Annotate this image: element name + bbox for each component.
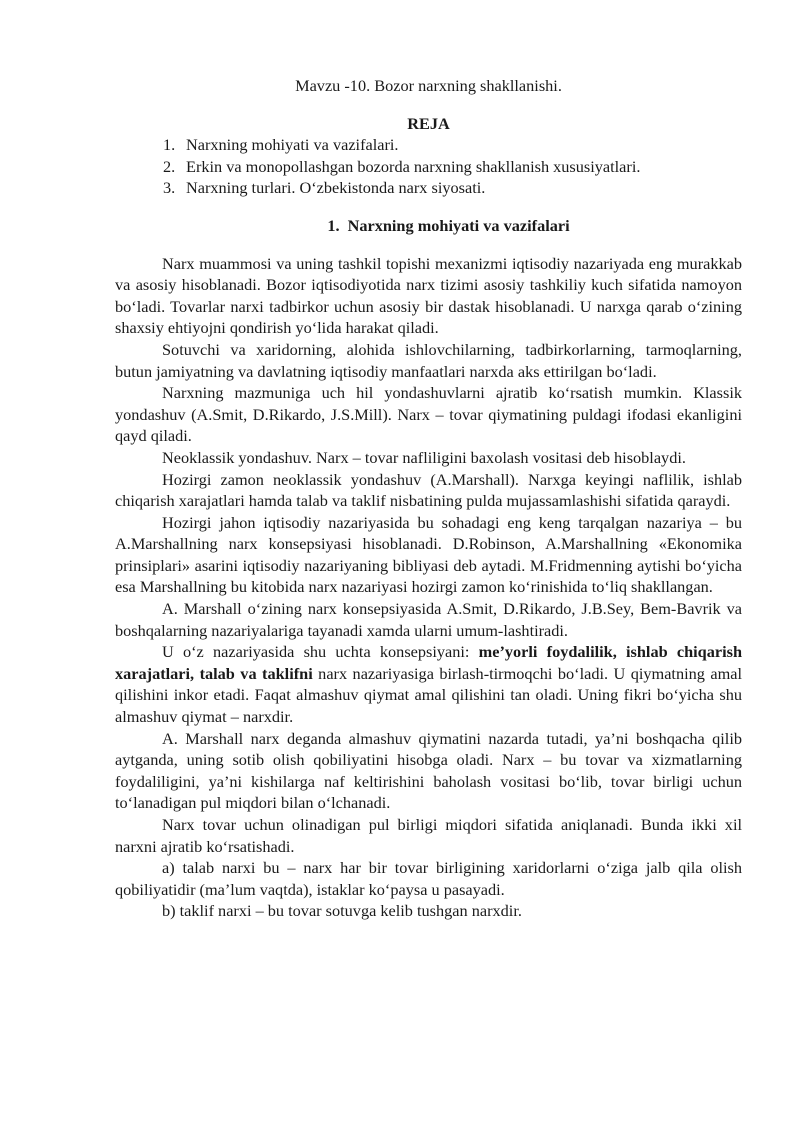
section-title: Narxning mohiyati va vazifalari	[347, 215, 570, 235]
plan-item	[163, 156, 742, 178]
paragraph: Hozirgi jahon iqtisodiy nazariyasida bu sohadagi eng keng tarqalgan nazariya – bu A.Marshallning narx konsepsiyasi hisoblanadi. D.Robinson, A.Marshallning «Ekonomika prinsiplari» asarini iqtisodiy nazariyaning bibliyasi deb aytadi. M.Fridmenning aytishi bo‘yicha esa Marshallning bu kitobida narx nazariyasi hozirgi zamon ko‘rinishida to‘liq shakllangan.	[115, 512, 742, 597]
paragraph: a) talab narxi bu – narx har bir tovar birligining xaridorlarni o‘ziga jalb qila olish qobiliyatidir (ma’lum vaqtda), istaklar ko‘paysa u pasayadi.	[115, 858, 742, 899]
paragraph: A. Marshall o‘zining narx konsepsiyasida A.Smit, D.Rikardo, J.B.Sey, Bem-Bavrik va boshqalarning nazariyalariga tayanadi xamda ularni umum-lashtiradi.	[115, 599, 742, 640]
paragraph: Narx tovar uchun olinadigan pul birligi miqdori sifatida aniqlanadi. Bunda ikki xil narxni ajratib ko‘rsatishadi.	[115, 815, 742, 856]
section-number: 1.	[327, 215, 340, 235]
paragraph: Narx muammosi va uning tashkil topishi mexanizmi iqtisodiy nazariyada eng murakkab va asosiy hisoblanadi. Bozor iqtisodiyotida narx tizimi asosiy tashkiliy kuch sifatida namoyon bo‘ladi. Tovarlar narxi tadbirkor uchun asosiy bir dastak hisoblanadi. U narxga qarab o‘zining shaxsiy ehtiyojni qondirish yo‘lida harakat qiladi.	[115, 253, 742, 338]
emphasis-text: me’yorli foydalilik, ishlab chiqarish xarajatlari, talab va taklifni	[115, 642, 742, 683]
paragraph: b) taklif narxi – bu tovar sotuvga kelib tushgan narxdir.	[162, 901, 522, 921]
paragraph: Narxning mazmuniga uch hil yondashuvlarni ajratib ko‘rsatish mumkin. Klassik yondashuv (A.Smit, D.Rikardo, J.S.Mill). Narx – tovar qiymatining puldagi ifodasi ekanligini qayd qiladi.	[115, 383, 742, 446]
paragraph-with-emphasis	[115, 641, 742, 727]
plan-item	[163, 177, 742, 199]
plan-item-text: Narxning mohiyati va vazifalari.	[186, 135, 399, 155]
plan-item-number: 1.	[163, 135, 176, 155]
paragraph: Neoklassik yondashuv. Narx – tovar nafliligini baxolash vositasi deb hisoblaydi.	[162, 447, 686, 467]
plan-item-text: Narxning turlari. O‘zbekistonda narx siyosati.	[186, 178, 486, 198]
paragraph: A. Marshall narx deganda almashuv qiymatini nazarda tutadi, ya’ni boshqacha qilib aytganda, uning sotib olish qobiliyatini hisobga oladi. Narx – bu tovar va xizmatlarning foydaliligini, ya’ni kishilarga naf keltirishini baholash vositasi bo‘lib, tovar birligi uchun to‘lanadigan pul miqdori bilan o‘lchanadi.	[115, 728, 742, 813]
plan-item-number: 2.	[163, 156, 176, 176]
document-page	[115, 75, 742, 922]
document-title: Mavzu -10. Bozor narxning shakllanishi.	[295, 76, 562, 95]
plan-item-text: Erkin va monopollashgan bozorda narxning shakllanish xususiyatlari.	[186, 156, 641, 176]
paragraph-text: narx nazariyasiga birlash-tirmoqchi bo‘ladi. U qiymatning amal qilishini inkor etadi. Faqat almashuv qiymat amal qilishini tan oladi. Uning fikri bo‘yicha shu almashuv qiymat – narxdir.	[115, 663, 742, 727]
plan-heading: REJA	[407, 113, 450, 133]
plan-item	[163, 134, 742, 156]
plan-list	[115, 134, 742, 199]
paragraph: Hozirgi zamon neoklassik yondashuv (A.Marshall). Narxga keyingi naflilik, ishlab chiqarish xarajatlari hamda talab va taklif nisbatining pulda mujassamlashishi sifatida qaraydi.	[115, 469, 742, 511]
paragraph: Sotuvchi va xaridorning, alohida ishlovchilarning, tadbirkorlarning, tarmoqlarning, butun jamiyatning va davlatning iqtisodiy manfaatlari narxda aks ettirilgan bo‘ladi.	[115, 339, 742, 381]
paragraph-text: U o‘z nazariyasida shu uchta konsepsiyani:	[162, 642, 479, 662]
plan-item-number: 3.	[163, 178, 176, 198]
section-heading	[155, 215, 742, 237]
